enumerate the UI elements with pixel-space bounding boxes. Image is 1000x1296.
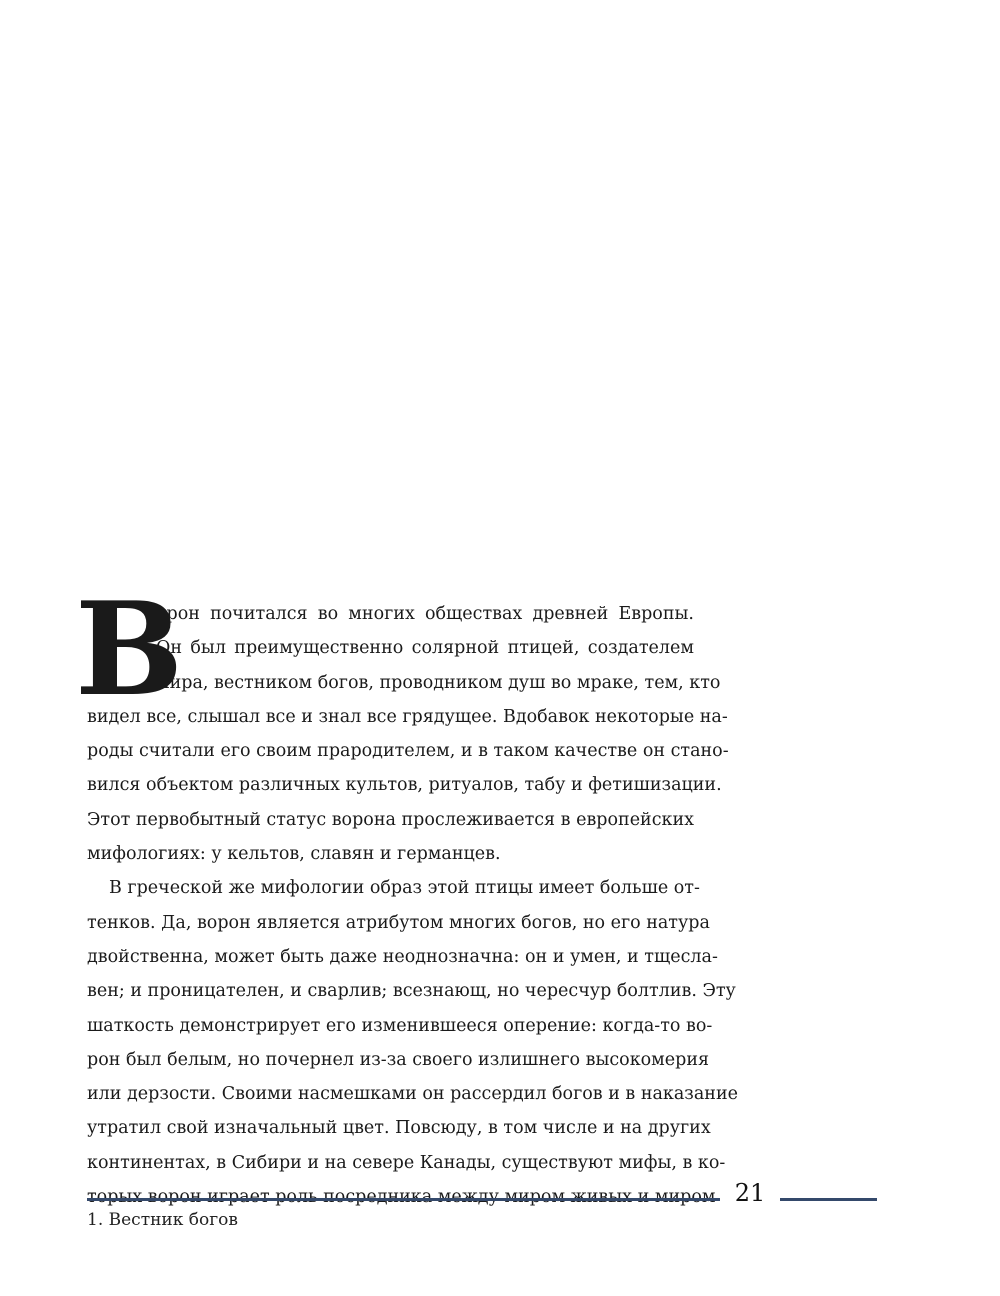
text-line: Этот первобытный статус ворона прослеживается в европейских	[87, 809, 694, 830]
text-line: В греческой же мифологии образ этой птицы имеет больше от-	[109, 878, 700, 899]
text-line: или дерзости. Своими насмешками он рассердил богов и в наказание	[87, 1084, 738, 1105]
drop-cap-letter: В	[75, 575, 184, 725]
footer-rule-left	[87, 1198, 720, 1201]
text-line: двойственна, может быть даже неоднозначна: он и умен, и тщесла-	[87, 946, 718, 967]
footer-rule-right	[780, 1198, 877, 1201]
page-number: 21	[734, 1179, 766, 1207]
text-line: вился объектом различных культов, ритуалов, табу и фетишизации.	[87, 775, 722, 796]
text-line: континентах, в Сибири и на севере Канады, существуют мифы, в ко-	[87, 1152, 726, 1173]
text-line: орон почитался во многих обществах древней Европы.	[156, 604, 694, 624]
text-line: рон был белым, но почернел из-за своего излишнего высокомерия	[87, 1049, 710, 1070]
text-line: вен; и проницателен, и сварлив; всезнающ, но чересчур болтлив. Эту	[87, 981, 736, 1002]
text-line: мира, вестником богов, проводником душ во мраке, тем, кто	[156, 672, 721, 693]
text-line: утратил свой изначальный цвет. Повсюду, в том числе и на других	[87, 1118, 711, 1139]
running-footer-title: 1. Вестник богов	[87, 1210, 238, 1230]
text-line: Он был преимущественно солярной птицей, создателем	[156, 638, 694, 659]
text-line: мифологиях: у кельтов, славян и германцев.	[87, 844, 501, 865]
main-text	[75, 575, 738, 1214]
drop-cap	[75, 575, 184, 725]
text-line: видел все, слышал все и знал все грядущее. Вдобавок некоторые на-	[87, 706, 728, 727]
text-line: шаткость демонстрирует его изменившееся оперение: когда-то во-	[87, 1015, 713, 1036]
text-line: тенков. Да, ворон является атрибутом многих богов, но его натура	[87, 912, 710, 933]
text-line: роды считали его своим прародителем, и в таком качестве он стано-	[87, 741, 729, 762]
